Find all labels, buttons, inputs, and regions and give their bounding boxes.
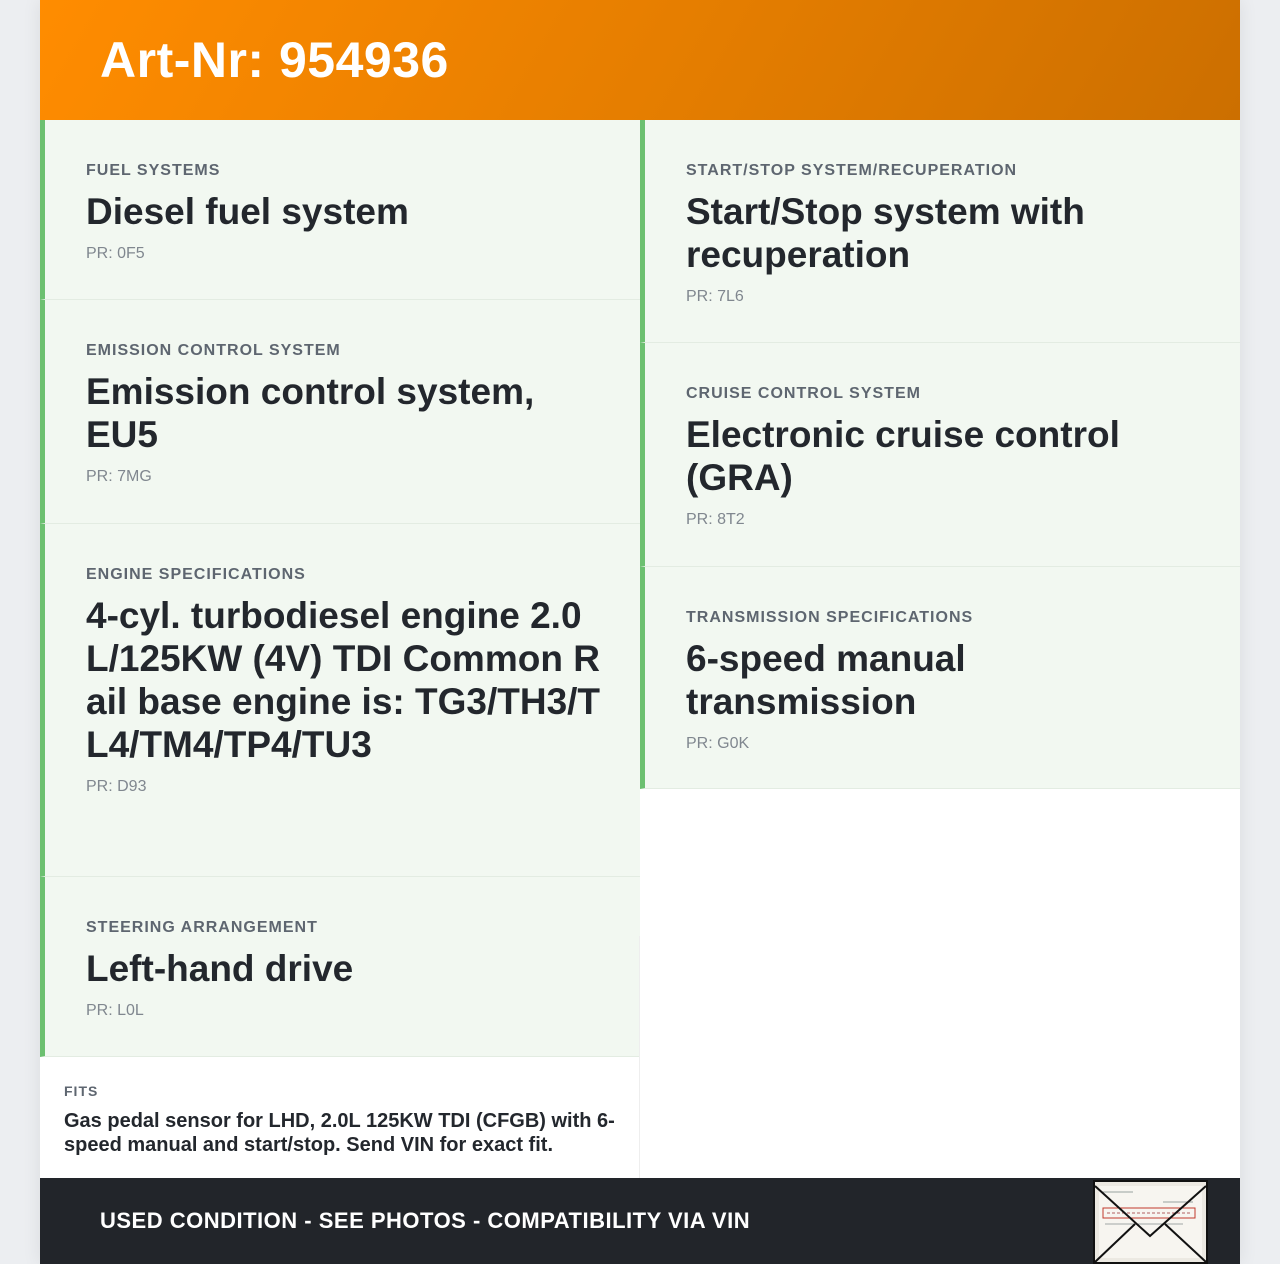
spec-category: EMISSION CONTROL SYSTEM — [86, 342, 341, 359]
spec-card-fuel-system — [40, 120, 640, 300]
listing-sheet — [40, 0, 1240, 1264]
spec-category: TRANSMISSION SPECIFICATIONS — [686, 609, 974, 626]
spec-category: ENGINE SPECIFICATIONS — [86, 566, 306, 583]
footer-bar — [40, 1178, 1240, 1264]
spec-column-right — [640, 120, 1240, 789]
spec-title: 4-cyl. turbodiesel engine 2.0L/125KW (4V) TDI Common Rail base engine is: TG3/TH3/TL4/TM4/TP4/TU3 — [86, 595, 601, 765]
spec-card-engine — [40, 524, 640, 877]
spec-pr-code: PR: 0F5 — [86, 245, 145, 262]
spec-pr-code: PR: G0K — [686, 735, 750, 752]
spec-category: START/STOP SYSTEM/RECUPERATION — [686, 162, 1018, 179]
spec-category: STEERING ARRANGEMENT — [86, 919, 318, 936]
spec-column-left — [40, 120, 640, 1157]
spec-card-cruise-control — [640, 343, 1240, 567]
spec-columns — [40, 120, 1240, 1178]
condition-note: USED CONDITION - SEE PHOTOS - COMPATIBILITY VIA VIN — [100, 1208, 751, 1233]
spec-card-emission-control — [40, 300, 640, 524]
spec-card-start-stop — [640, 120, 1240, 343]
spec-title: Left-hand drive — [86, 948, 354, 989]
header-banner — [40, 0, 1240, 120]
spec-category: FUEL SYSTEMS — [86, 162, 221, 179]
spec-title: Diesel fuel system — [86, 191, 409, 232]
fits-section — [40, 1057, 640, 1157]
fits-description: Gas pedal sensor for LHD, 2.0L 125KW TDI (CFGB) with 6-speed manual and start/stop. Send VIN for exact fit. — [64, 1110, 615, 1156]
spec-pr-code: PR: 7L6 — [686, 288, 744, 305]
spec-title: Electronic cruise control (GRA) — [686, 414, 1120, 498]
spec-category: CRUISE CONTROL SYSTEM — [686, 385, 921, 402]
spec-pr-code: PR: L0L — [86, 1002, 144, 1019]
spec-card-steering — [40, 877, 640, 1057]
spec-card-transmission — [640, 567, 1240, 789]
spec-title: 6-speed manual transmission — [686, 638, 966, 722]
spec-pr-code: PR: 7MG — [86, 468, 152, 485]
spec-pr-code: PR: D93 — [86, 778, 147, 795]
envelope-icon[interactable] — [1093, 1180, 1208, 1264]
spec-title: Emission control system, EU5 — [86, 371, 535, 455]
article-number-title: Art-Nr: 954936 — [100, 32, 449, 88]
spec-title: Start/Stop system with recuperation — [686, 191, 1085, 275]
fits-label: FITS — [64, 1083, 99, 1099]
spec-pr-code: PR: 8T2 — [686, 511, 745, 528]
column-divider — [639, 936, 640, 1178]
